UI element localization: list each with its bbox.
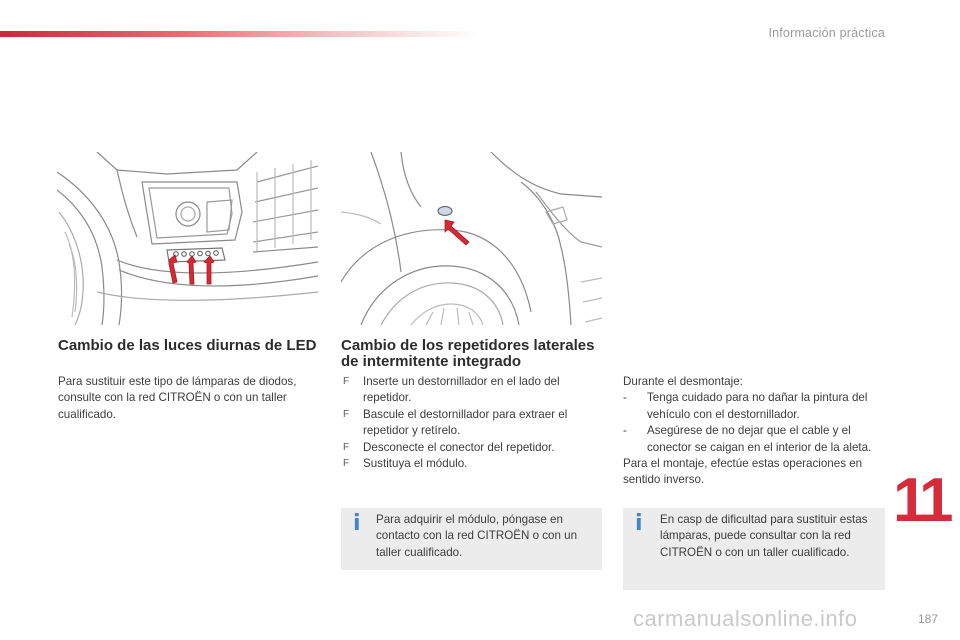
removal-notes <box>623 374 885 489</box>
dash-marker: - <box>623 391 627 405</box>
page-number: 187 <box>917 612 938 626</box>
chapter-number: 11 <box>893 466 949 535</box>
difficulty-info-text: En casp de dificultad para sustituir estas lámparas, puede consultar con la red CITROËN o con un taller cualificado. <box>660 513 868 559</box>
section-title: Información práctica <box>768 26 885 40</box>
step-bullet-icon: F <box>343 376 350 387</box>
list-item: - Tenga cuidado para no dañar la pintura del vehículo con el destornillador. <box>623 391 868 421</box>
list-item: F Desconecte el conector del repetidor. <box>341 440 603 456</box>
led-section-title: Cambio de las luces diurnas de LED <box>58 337 317 354</box>
side-repeater-illustration <box>341 152 602 325</box>
info-icon: i <box>353 511 361 536</box>
module-info-box <box>341 508 602 570</box>
removal-intro: Durante el desmontaje: <box>623 375 743 388</box>
info-icon: i <box>635 511 643 536</box>
repeater-steps-list <box>341 374 603 472</box>
step-bullet-icon: F <box>343 441 350 453</box>
difficulty-info-box <box>623 508 885 590</box>
watermark: carmanualsonline.info <box>633 606 858 631</box>
repeater-section-title: Cambio de los repetidores laterales de intermitente integrado <box>341 337 595 370</box>
led-description: Para sustituir este tipo de lámparas de diodos, consulte con la red CITROËN o con un taller cualificado. <box>58 375 297 421</box>
list-item: - Asegúrese de no dejar que el cable y el conector se caigan en el interior de la aleta. <box>623 424 872 454</box>
led-daytime-lights-illustration <box>57 152 318 325</box>
dash-marker: - <box>623 424 627 438</box>
list-item: F Inserte un destornillador en el lado del repetidor. <box>343 375 560 405</box>
removal-outro: Para el montaje, efectúe estas operaciones en sentido inverso. <box>623 457 863 487</box>
step-bullet-icon: F <box>343 408 350 420</box>
list-item: F Bascule el destornillador para extraer el repetidor y retírelo. <box>343 407 568 438</box>
list-item: F Sustituya el módulo. <box>341 456 603 472</box>
header-accent-bar <box>0 31 480 37</box>
step-bullet-icon: F <box>343 458 350 470</box>
module-info-text: Para adquirir el módulo, póngase en contacto con la red CITROËN o con un taller cualificado. <box>376 513 578 559</box>
